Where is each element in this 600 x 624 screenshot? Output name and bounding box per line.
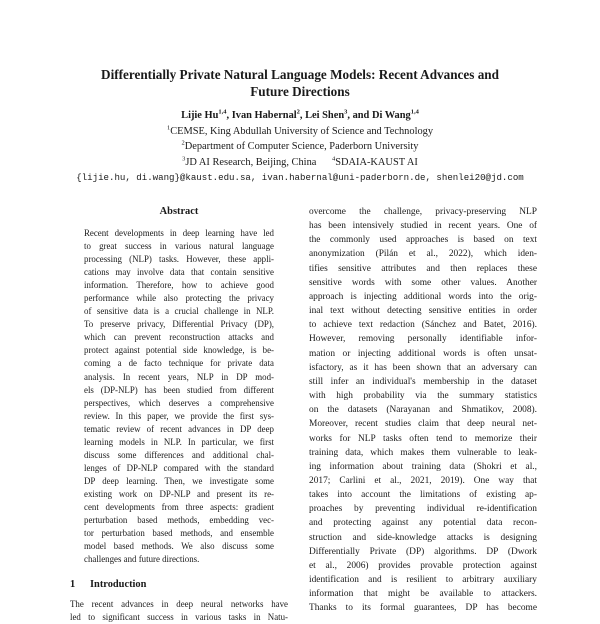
text-line: To preserve privacy, Differential Privacy (DP),	[84, 319, 274, 330]
text-line: cent developments from three aspects: gradient	[84, 501, 274, 512]
text-line: led to significant success in various tasks in Natu-	[70, 612, 288, 623]
text-line: cations may involve data that contain sensitive	[84, 267, 274, 278]
text-line: works for NLP tasks often tend to memorize their	[309, 433, 537, 444]
text-line: on the datasets (Narayanan and Shmatikov, 2008).	[309, 405, 537, 416]
text-line: mation or injecting additional words is often unsat-	[309, 348, 537, 359]
text-line: with high probability via the summary statistics	[309, 391, 537, 402]
text-line: perspectives, which deserves a comprehensive	[84, 397, 274, 408]
text-line: isfactory, as it has been shown that an adversary can	[309, 362, 537, 373]
text-line: tifies sensitive attributes and then replaces these	[309, 263, 537, 274]
text-line: still infer an individual's membership in the dataset	[309, 376, 537, 387]
abstract-heading: Abstract	[159, 206, 199, 217]
text-line: 2017; Carlini et al., 2021, 2019). One way that	[309, 475, 537, 486]
title-line-1: Differentially Private Natural Language Models: Recent Advances and	[101, 67, 499, 82]
text-line: et al., 2006) provides provable protection against	[309, 560, 537, 571]
section-title: Introduction	[90, 579, 147, 591]
affiliation-line	[60, 139, 540, 155]
affil-sup: 1	[166, 124, 171, 132]
text-line: The recent advances in deep neural networks have	[70, 599, 288, 610]
introduction-body	[70, 598, 288, 624]
right-column	[309, 205, 537, 616]
affiliation: Department of Computer Science, Paderborn University	[184, 141, 419, 153]
text-line: to achieve text redaction (Sánchez and Batet, 2016).	[309, 320, 537, 331]
affiliation: SDAIA-KAUST AI	[335, 156, 418, 168]
text-line: Moreover, recent studies claim that deep neural net-	[309, 419, 537, 430]
section-number: 1	[70, 579, 76, 591]
author-name: Lei Shen	[305, 110, 345, 121]
text-line: tor perturbation based methods, and ensemble	[84, 528, 274, 539]
text-line: identification and is resilient to arbitrary auxiliary	[309, 575, 537, 586]
text-line: challenges and future directions.	[84, 554, 200, 565]
text-line: model based methods. We also discuss some	[84, 541, 274, 552]
author-affil-sup: 1,4	[218, 108, 227, 116]
text-line: perturbation based methods, embedding vec-	[84, 515, 274, 526]
affiliation-line	[60, 124, 540, 140]
text-line: the commonly used approaches is based on text	[309, 235, 537, 246]
text-line: tematic review of recent advances in DP deep	[84, 423, 274, 434]
text-line: lenges of DP-NLP compared with the standard	[84, 462, 274, 473]
text-line: Recent developments in deep learning have led	[84, 228, 274, 238]
author-names: Lijie Hu$^{1,4}$, Ivan Habernal$^2$, Lei Shen$^3$, and Di Wang$^{1,4}$	[181, 108, 419, 121]
author-name: Di Wang	[371, 110, 411, 121]
author-affil-sup: 1,4	[410, 108, 419, 116]
affiliation-line	[60, 155, 540, 171]
author-emails: {lijie.hu, di.wang}@kaust.edu.sa, ivan.habernal@uni-paderborn.de, shenlei20@jd.com	[76, 172, 524, 184]
abstract-body	[84, 227, 274, 566]
section-heading-introduction	[70, 578, 288, 592]
text-line: learning models in NLP. In particular, we first	[84, 436, 274, 447]
text-line: has been intensively studied in recent years. One of	[309, 221, 537, 232]
text-line: Thanks to its formal guarantees, DP has become	[309, 603, 537, 614]
text-line: coming a de facto technique for private data	[84, 358, 274, 369]
text-line: protect against potential side knowledge, is be-	[84, 345, 274, 356]
affil-sup: 4	[331, 155, 336, 163]
text-line: performance while also protecting the privacy	[84, 293, 274, 304]
text-line: existing work on DP-NLP and present its re-	[84, 488, 274, 499]
text-line: review. In this paper, we provide the first sys-	[84, 410, 274, 421]
text-line: els (DP-NLP) has been studied from different	[84, 384, 274, 395]
left-column	[70, 205, 288, 624]
author-conjunction: and	[352, 110, 370, 121]
affil-sup: 3	[182, 155, 186, 163]
text-line: sensitive words with some other values. Another	[309, 277, 537, 288]
text-line: approach is injecting additional words into the orig-	[309, 291, 537, 302]
text-line: takes into account the limitations of existing ap-	[309, 490, 537, 501]
paper-title	[60, 66, 540, 100]
text-line: information that might be available to attackers.	[309, 589, 537, 600]
author-name: Ivan Habernal	[231, 110, 297, 121]
text-line: proaches by preventing individual re-identification	[309, 504, 537, 515]
text-line: However, removing personally identifiable infor-	[309, 334, 537, 345]
text-line: to great success in various natural language	[84, 241, 274, 252]
text-line: processing (NLP) tasks. However, these appli-	[84, 254, 274, 265]
affiliation: JD AI Research, Beijing, China	[185, 156, 317, 168]
text-line: ing information about training data (Shokri et al.,	[309, 461, 537, 472]
text-line: anonymization (Pilán et al., 2022), which iden-	[309, 249, 537, 260]
text-line: and protecting against any potential data recon-	[309, 518, 537, 529]
text-line: overcome the challenge, privacy-preserving NLP	[309, 207, 537, 217]
right-column-body	[309, 205, 537, 616]
text-line: training data, which makes them vulnerable to leak-	[309, 447, 537, 458]
affil-sup: 2	[181, 139, 185, 147]
text-line: inal text without detecting sensitive entities in order	[309, 306, 537, 317]
author-block	[60, 108, 540, 186]
text-line: discuss some differences and additional chal-	[84, 449, 274, 460]
title-line-2: Future Directions	[250, 84, 350, 99]
text-line: struction and side-knowledge attacks is designing	[309, 532, 537, 543]
author-affil-sup: 2	[296, 108, 300, 116]
affiliation: CEMSE, King Abdullah University of Science and Technology	[170, 125, 434, 137]
text-line: DP deep learning. Then, we investigate some	[84, 475, 274, 486]
author-affil-sup: 3	[344, 108, 348, 116]
author-name: Lijie Hu	[181, 110, 219, 121]
text-line: analysis. In recent years, NLP in DP mod-	[84, 371, 274, 382]
text-line: of sensitive data is a crucial challenge in NLP.	[84, 306, 274, 317]
text-line: Differentially Private (DP) algorithms. DP (Dwork	[309, 546, 537, 557]
text-line: information. Therefore, how to achieve good	[84, 280, 274, 291]
text-line: which can prevent reconstruction attacks and	[84, 332, 274, 343]
